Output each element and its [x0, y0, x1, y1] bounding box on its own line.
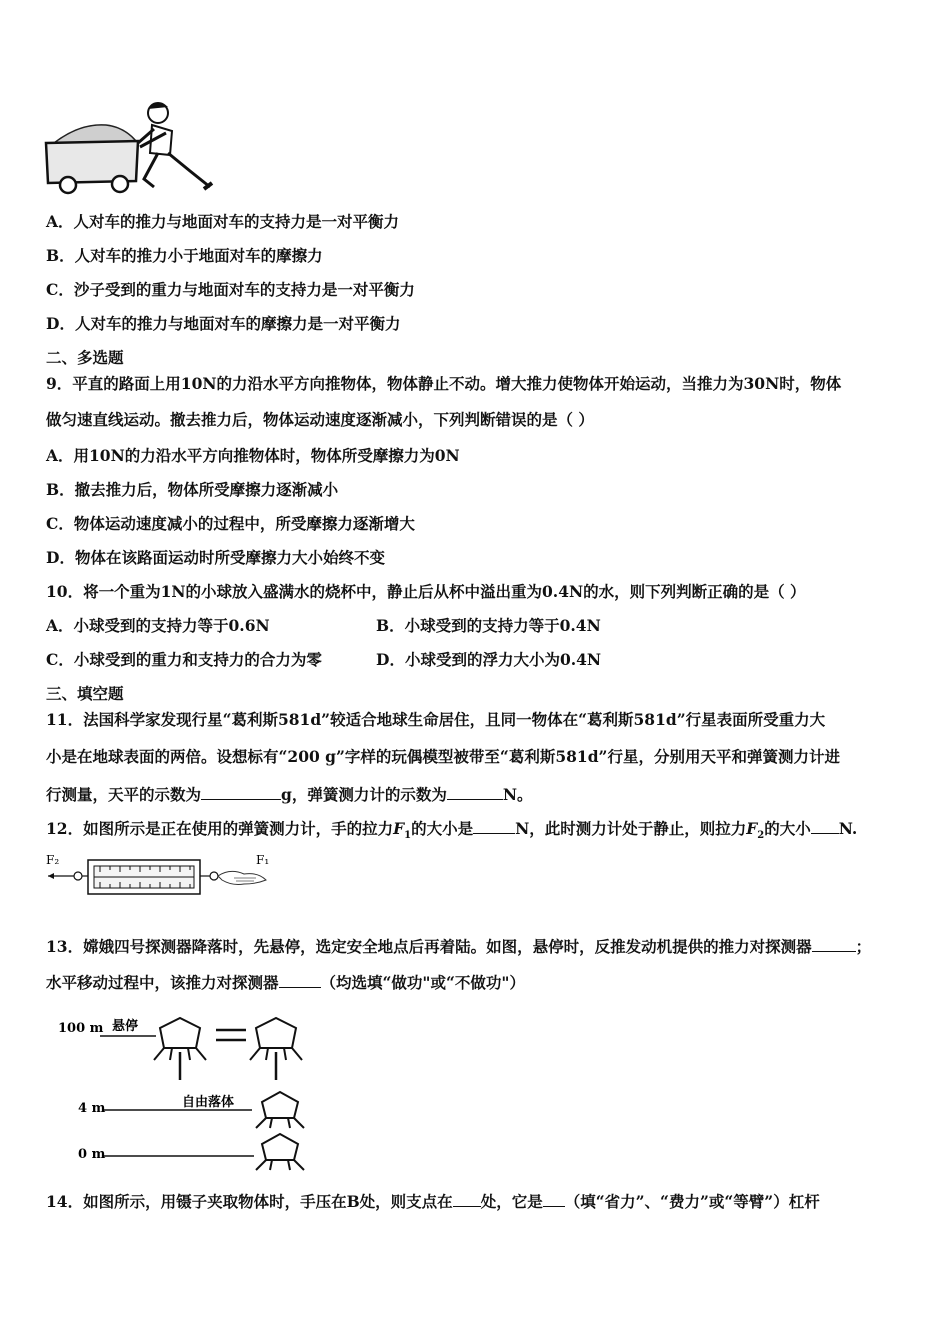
q12-f2-symbol: F — [746, 819, 758, 838]
q12-stem — [46, 819, 857, 846]
section-heading-fill-blank: 三、填空题 — [46, 684, 124, 703]
q11-stem-line1: 11．法国科学家发现行星“葛利斯581d”较适合地球生命居住，且同一物体在“葛利斯581d”行星表面所受重力大 — [46, 710, 826, 729]
height-label-100m: 100 m — [58, 1021, 104, 1036]
spring-scale-label-f2: F₂ — [46, 853, 60, 867]
q12-blank-f1 — [473, 819, 515, 834]
q10-option-c: C．小球受到的重力和支持力的合力为零 — [46, 650, 322, 669]
q10-option-b: B．小球受到的支持力等于0.4N — [376, 616, 601, 635]
q14-blank-fulcrum — [453, 1192, 481, 1207]
q10-option-d: D．小球受到的浮力大小为0.4N — [376, 650, 602, 669]
q11-stem-line2: 小是在地球表面的两倍。设想标有“200 g”字样的玩偶模型被带至“葛利斯581d”行星，分别用天平和弹簧测力计进 — [46, 747, 840, 766]
q8-option-c: C．沙子受到的重力与地面对车的支持力是一对平衡力 — [46, 280, 415, 299]
q9-stem-line2: 做匀速直线运动。撤去推力后，物体运动速度逐渐减小，下列判断错误的是（ ） — [46, 410, 594, 429]
q11-text-b: g，弹簧测力计的示数为 — [281, 785, 447, 804]
lander-hover-left — [154, 1018, 206, 1080]
q13-blank-hover — [812, 937, 856, 952]
q12-f1-symbol: F — [393, 819, 405, 838]
q13-stem-line1 — [46, 937, 871, 957]
q14-text-b: 处，它是 — [480, 1192, 543, 1211]
height-label-4m: 4 m — [78, 1101, 106, 1116]
q10-stem: 10．将一个重为1N的小球放入盛满水的烧杯中，静止后从杯中溢出重为0.4N的水，则下列判断正确的是（ ） — [46, 582, 806, 601]
q13-stem-line2 — [46, 973, 525, 993]
q14-stem — [46, 1192, 820, 1212]
q12-text-c: N，此时测力计处于静止，则拉力 — [515, 819, 747, 838]
section-heading-multiple-choice: 二、多选题 — [46, 348, 124, 367]
q11-blank-balance — [201, 785, 281, 800]
q9-option-a: A．用10N的力沿水平方向推物体时，物体所受摩擦力为0N — [46, 446, 460, 465]
q12-f2-sub: 2 — [757, 830, 765, 842]
q9-option-c: C．物体运动速度减小的过程中，所受摩擦力逐渐增大 — [46, 514, 415, 533]
q14-blank-lever-type — [543, 1192, 565, 1207]
q8-option-b: B．人对车的推力小于地面对车的摩擦力 — [46, 246, 323, 265]
q8-option-a: A．人对车的推力与地面对车的支持力是一对平衡力 — [46, 212, 400, 231]
q11-blank-spring-scale — [447, 785, 503, 800]
lander-hover-right — [250, 1018, 302, 1080]
q13-text-a: 13．嫦娥四号探测器降落时，先悬停，选定安全地点后再着陆。如图，悬停时，反推发动机提供的推力对探测器 — [46, 937, 812, 956]
q14-text-a: 14．如图所示，用镊子夹取物体时，手压在B处，则支点在 — [46, 1192, 453, 1211]
q12-text-d: 的大小 — [764, 819, 811, 838]
q12-f1-sub: 1 — [404, 830, 412, 842]
q13-text-d: （均选填“做功"或“不做功"） — [320, 973, 525, 992]
q12-text-b: 的大小是 — [411, 819, 474, 838]
height-label-0m: 0 m — [78, 1147, 106, 1162]
q11-text-a: 行测量，天平的示数为 — [46, 785, 202, 804]
q11-text-c: N。 — [502, 785, 533, 804]
q12-blank-f2 — [811, 819, 839, 834]
q9-stem-line1: 9．平直的路面上用10N的力沿水平方向推物体，物体静止不动。增大推力使物体开始运动，当推力为30N时，物体 — [46, 374, 842, 393]
lander-landed — [256, 1134, 304, 1170]
lander-free-fall — [256, 1092, 304, 1128]
hover-label: 悬停 — [112, 1019, 139, 1034]
q12-text-a: 12．如图所示是正在使用的弹簧测力计，手的拉力 — [46, 819, 394, 838]
free-fall-label: 自由落体 — [182, 1095, 235, 1110]
lander-descent-figure — [56, 1008, 326, 1176]
spring-scale-figure — [44, 850, 284, 906]
q11-stem-line3 — [46, 785, 533, 805]
q8-option-d: D．人对车的推力与地面对车的摩擦力是一对平衡力 — [46, 314, 401, 333]
q10-option-a: A．小球受到的支持力等于0.6N — [46, 616, 270, 635]
q13-text-b: ； — [855, 937, 872, 956]
q9-option-b: B．撤去推力后，物体所受摩擦力逐渐减小 — [46, 480, 339, 499]
q14-text-c: （填“省力”、“费力”或“等臂”）杠杆 — [564, 1192, 820, 1211]
q13-blank-horizontal — [279, 973, 321, 988]
spring-scale-label-f1: F₁ — [256, 853, 270, 867]
q13-text-c: 水平移动过程中，该推力对探测器 — [46, 973, 279, 992]
q12-text-e: N. — [838, 819, 858, 838]
q9-option-d: D．物体在该路面运动时所受摩擦力大小始终不变 — [46, 548, 385, 567]
boy-pushing-cart-figure — [40, 95, 220, 195]
